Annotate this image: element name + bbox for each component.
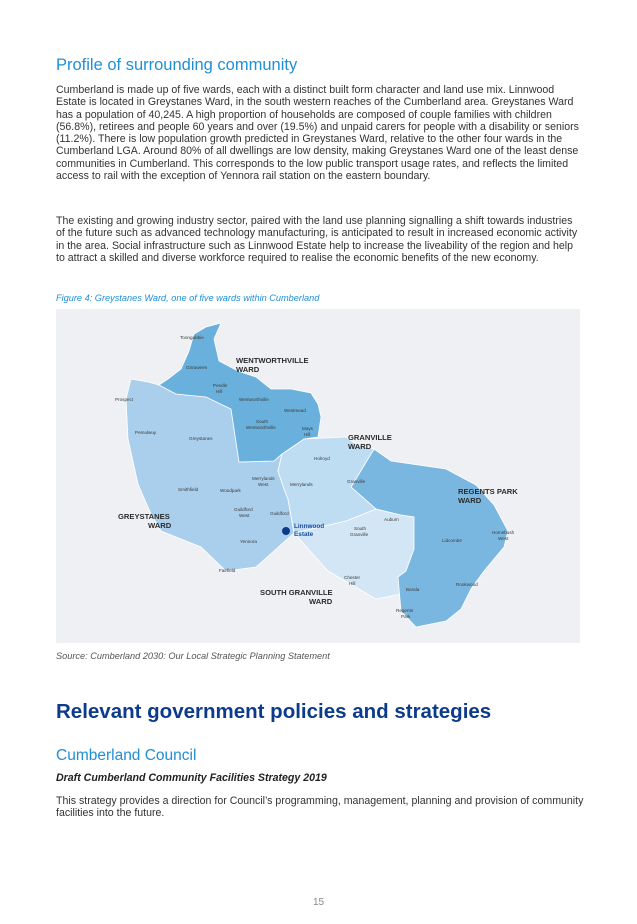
ward-label-wentworthville-1: WENTWORTHVILLE [236, 356, 309, 365]
estate-label-1: Linnwood [294, 523, 325, 530]
suburb-yennora: Yennora [240, 539, 257, 544]
figure-source: Source: Cumberland 2030: Our Local Strategic Planning Statement [56, 651, 330, 661]
suburb-guildford-west-1: Guildford [234, 507, 253, 512]
ward-label-south-granville-1: SOUTH GRANVILLE [260, 588, 333, 597]
suburb-regents-park-2: Park [401, 614, 411, 619]
estate-label-2: Estate [294, 531, 314, 538]
suburb-westmead: Westmead [284, 408, 306, 413]
suburb-merrylands-west-1: Merrylands [252, 476, 275, 481]
suburb-chester-hill-1: Chester [344, 575, 361, 580]
suburb-auburn: Auburn [384, 517, 399, 522]
section-heading: Profile of surrounding community [56, 56, 298, 74]
suburb-holroyd: Holroyd [314, 456, 330, 461]
ward-map [56, 309, 580, 643]
suburb-south-wentworthville-1: South [256, 419, 269, 424]
suburb-toongabbie: Toongabbie [180, 335, 204, 340]
strategy-description: This strategy provides a direction for Council’s programming, management, planning and provision of community facilities into the future. [56, 795, 584, 820]
suburb-merrylands-west-2: West [258, 482, 269, 487]
suburb-guildford-west-2: West [239, 513, 250, 518]
suburb-girraween: Girraween [186, 365, 208, 370]
council-heading: Cumberland Council [56, 747, 197, 764]
suburb-south-granville-1: South [354, 526, 367, 531]
ward-label-wentworthville-2: WARD [236, 365, 260, 374]
ward-label-granville-2: WARD [348, 442, 372, 451]
suburb-homebush-west-2: West [498, 536, 509, 541]
suburb-woodpark: Woodpark [220, 488, 241, 493]
figure-caption: Figure 4: Greystanes Ward, one of five wards within Cumberland [56, 293, 320, 303]
suburb-lidcombe: Lidcombe [442, 538, 462, 543]
suburb-greystanes: Greystanes [189, 436, 213, 441]
ward-label-granville-1: GRANVILLE [348, 433, 392, 442]
ward-label-greystanes-1: GREYSTANES [118, 512, 170, 521]
ward-map-svg [56, 309, 580, 643]
suburb-homebush-west-1: Homebush [492, 530, 515, 535]
suburb-guildford: Guildford [270, 511, 289, 516]
paragraph-community-profile: Cumberland is made up of five wards, each with a distinct built form character and land use mix. Linnwood Estate is located in Greystanes Ward, in the south western reaches of the Cumberland area. Greystanes Ward has a population of 40,245. A high proportion of households are composed of couple families with children (56.8%), retirees and people 60 years and over (19.5%) and unpaid carers for people with a disability or seniors (11.2%). There is low population growth predicted in Greystanes Ward, relative to the other four wards in the Cumberland LGA. Around 80% of all dwellings are low density, making Greystanes Ward one of the least dense communities in Cumberland. This corresponds to the low public transport usage rates, and reflects the limited access to rail with the exception of Yennora rail station on the eastern boundary. [56, 84, 579, 183]
suburb-south-wentworthville-2: Wentworthville [246, 425, 276, 430]
page-number: 15 [312, 897, 325, 908]
suburb-fairfield: Fairfield [219, 568, 236, 573]
suburb-merrylands: Merrylands [290, 482, 313, 487]
suburb-wentworthville: Wentworthville [239, 397, 269, 402]
suburb-granville: Granville [347, 479, 366, 484]
strategy-title: Draft Cumberland Community Facilities Strategy 2019 [56, 772, 327, 784]
paragraph-industry-sector: The existing and growing industry sector, paired with the land use planning signalling a shift towards industries of the future such as advanced technology manufacturing, is anticipated to result in increased economic activity in the area. Social infrastructure such as Linnwood Estate help to increase the liveability of the region and help to attract a skilled and diverse workforce required to realise the economic benefits of the new economy. [56, 215, 578, 264]
suburb-pendle-hill-1: Pendle [213, 383, 228, 388]
suburb-smithfield: Smithfield [178, 487, 199, 492]
suburb-chester-hill-2: Hill [349, 581, 356, 586]
linnwood-estate-marker [282, 527, 290, 535]
suburb-prospect: Prospect [115, 397, 134, 402]
ward-label-south-granville-2: WARD [309, 597, 333, 606]
ward-label-regents-1: REGENTS PARK [458, 487, 518, 496]
suburb-pemulwuy: Pemulwuy [135, 430, 157, 435]
suburb-berala: Berala [406, 587, 420, 592]
suburb-mays-hill-1: Mays [302, 426, 313, 431]
suburb-rookwood: Rookwood [456, 582, 478, 587]
ward-label-regents-2: WARD [458, 496, 482, 505]
policies-heading: Relevant government policies and strategies [56, 700, 492, 723]
suburb-mays-hill-2: Hill [304, 432, 311, 437]
suburb-regents-park-1: Regents [396, 608, 414, 613]
ward-label-greystanes-2: WARD [148, 521, 172, 530]
suburb-pendle-hill-2: Hill [216, 389, 223, 394]
suburb-south-granville-2: Granville [350, 532, 369, 537]
